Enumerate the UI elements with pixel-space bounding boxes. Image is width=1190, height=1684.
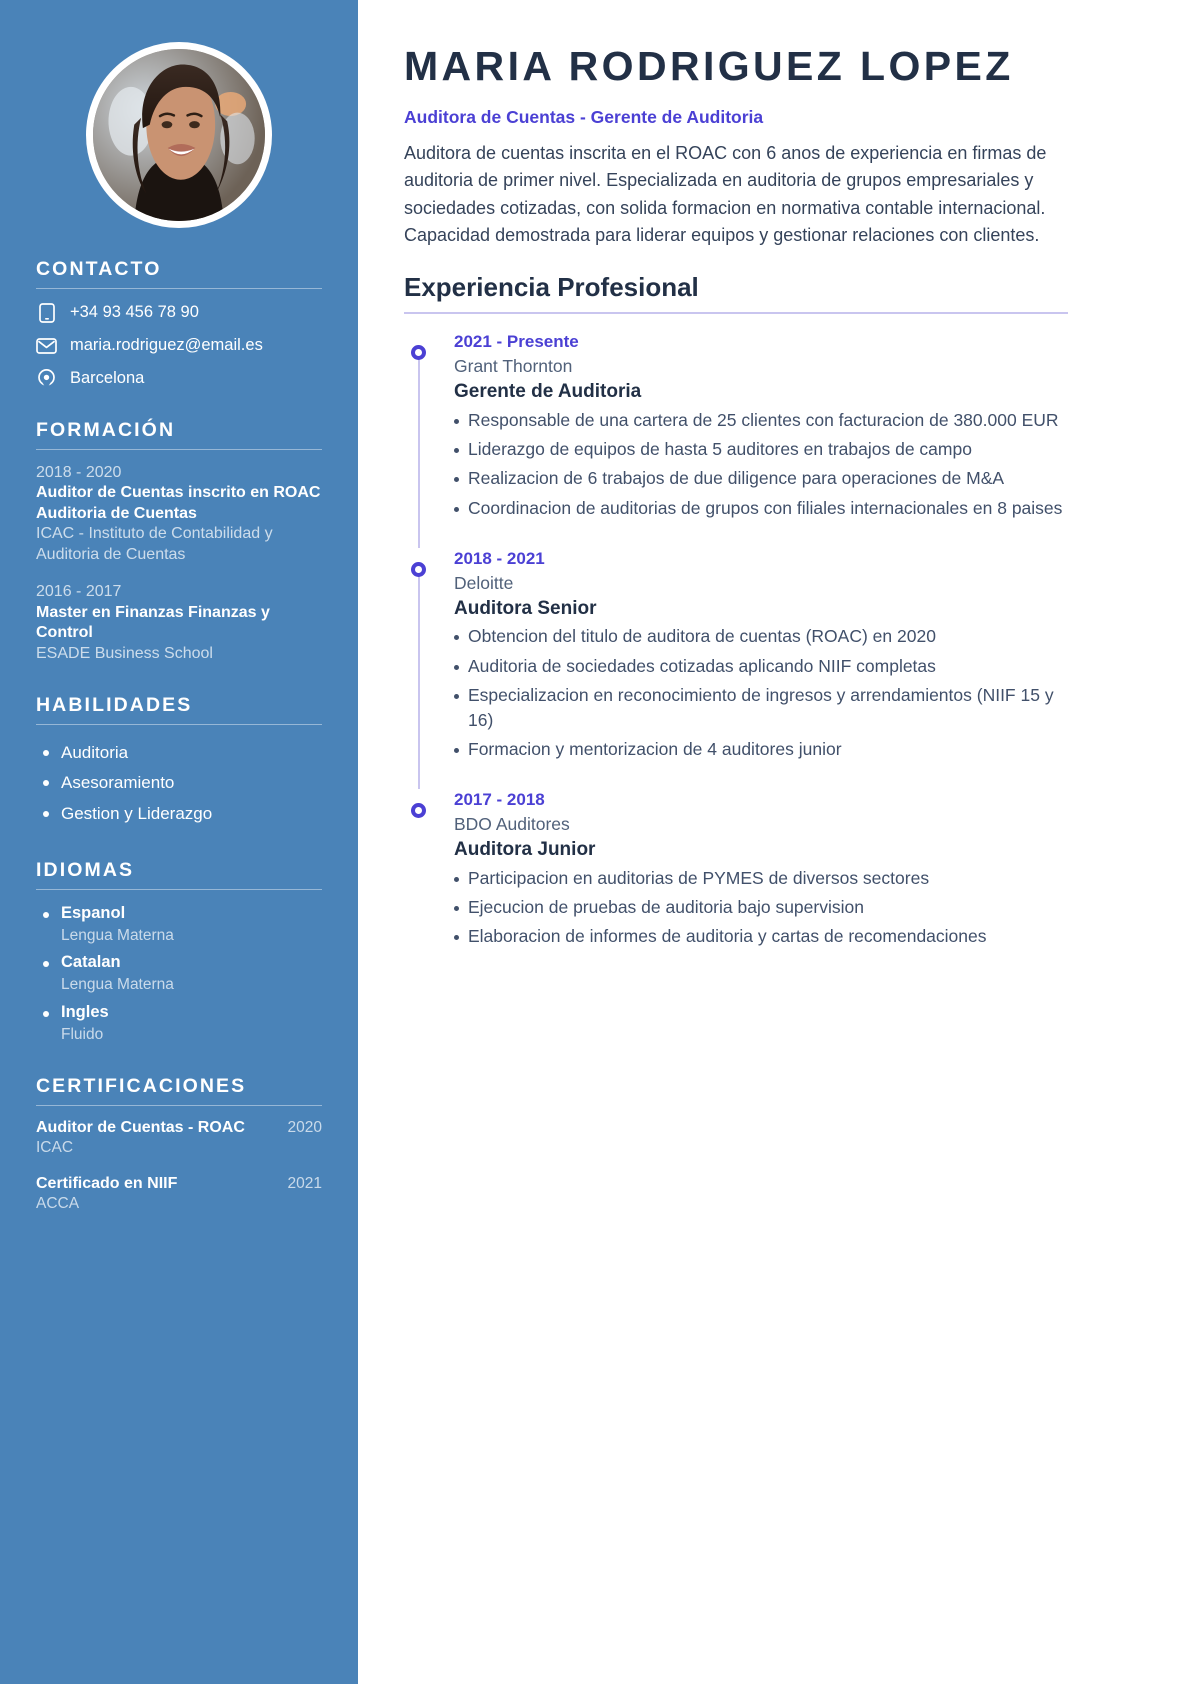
bullet-dot-icon: [43, 1011, 49, 1017]
bullet-text: Realizacion de 6 trabajos de due diligence para operaciones de M&A: [468, 468, 1005, 489]
profile-photo-icon: [93, 49, 265, 221]
experience-company: Deloitte: [454, 572, 514, 593]
experience-company: BDO Auditores: [454, 814, 570, 835]
timeline-marker-icon: [411, 562, 426, 577]
bullet-dot-icon: [454, 419, 459, 424]
avatar: [86, 42, 272, 228]
experience-heading: Experiencia Profesional: [404, 272, 699, 303]
education-section: [0, 419, 358, 664]
bullet-text: Especializacion en reconocimiento de ingresos y arrendamientos (NIIF 15 y 16): [468, 684, 1054, 730]
bullet-text: Formacion y mentorizacion de 4 auditores junior: [468, 739, 842, 760]
language-name: Ingles: [61, 1002, 109, 1021]
education-degree: Master en Finanzas Finanzas y Control: [36, 603, 270, 642]
education-divider: [36, 449, 322, 450]
list-item: [454, 683, 1068, 733]
list-item: [454, 408, 1068, 433]
contact-email-text: maria.rodriguez@email.es: [70, 336, 263, 354]
experience-item: [454, 548, 1068, 763]
bullet-text: Liderazgo de equipos de hasta 5 auditores en trabajos de campo: [468, 439, 972, 460]
list-item: [36, 768, 322, 798]
timeline-marker-icon: [411, 345, 426, 360]
certification-org: ACCA: [36, 1195, 80, 1213]
experience-company: Grant Thornton: [454, 356, 573, 377]
bullet-dot-icon: [454, 748, 459, 753]
certification-item: [36, 1175, 322, 1215]
language-level: Lengua Materna: [61, 926, 174, 944]
bullet-text: Responsable de una cartera de 25 clientes con facturacion de 380.000 EUR: [468, 410, 1059, 431]
bullet-dot-icon: [454, 906, 459, 911]
education-degree: Auditor de Cuentas inscrito en ROAC Auditoria de Cuentas: [36, 484, 321, 522]
experience-position: Auditora Junior: [454, 839, 596, 861]
experience-position: Gerente de Auditoria: [454, 381, 642, 403]
bullet-dot-icon: [43, 750, 49, 756]
phone-icon: [36, 302, 57, 323]
list-item: [36, 952, 322, 995]
list-item: [454, 624, 1068, 649]
languages-divider: [36, 889, 322, 890]
avatar-container: [0, 0, 358, 228]
contact-location-text: Barcelona: [70, 369, 145, 387]
bullet-dot-icon: [454, 694, 459, 699]
list-item: [454, 466, 1068, 491]
list-item: [36, 738, 322, 768]
bullet-dot-icon: [454, 877, 459, 882]
education-school: ICAC - Instituto de Contabilidad y Auditoria de Cuentas: [36, 525, 273, 563]
experience-item: [454, 331, 1068, 520]
skills-section: [0, 694, 358, 829]
certification-name: Auditor de Cuentas - ROAC: [36, 1119, 245, 1137]
education-item: [36, 463, 322, 565]
education-date: 2018 - 2020: [36, 464, 122, 481]
job-role-subtitle: Auditora de Cuentas - Gerente de Auditoria: [404, 106, 764, 127]
bullet-text: Auditoria de sociedades cotizadas aplicando NIIF completas: [468, 655, 936, 676]
education-heading: FORMACIÓN: [36, 419, 176, 441]
timeline-line: [418, 357, 420, 547]
languages-heading: IDIOMAS: [36, 858, 135, 881]
experience-date: 2017 - 2018: [454, 790, 545, 810]
skill-label: Asesoramiento: [61, 773, 175, 793]
education-item: [36, 582, 322, 664]
location-pin-icon: [36, 368, 57, 389]
bullet-dot-icon: [454, 635, 459, 640]
skill-label: Gestion y Liderazgo: [61, 803, 213, 823]
timeline-line: [418, 574, 420, 790]
skill-label: Auditoria: [61, 743, 129, 763]
contact-section: [0, 258, 358, 389]
experience-timeline: [404, 331, 1068, 949]
experience-bullets: [454, 866, 1068, 950]
language-level: Fluido: [61, 1025, 104, 1043]
experience-item: [454, 789, 1068, 949]
contact-phone-text: +34 93 456 78 90: [70, 303, 199, 321]
list-item: [454, 895, 1068, 920]
languages-section: [0, 859, 358, 1045]
certification-org: ICAC: [36, 1139, 74, 1157]
bullet-dot-icon: [454, 507, 459, 512]
experience-date: 2018 - 2021: [454, 548, 545, 568]
bullet-dot-icon: [454, 448, 459, 453]
list-item: [36, 903, 322, 946]
certification-item: [36, 1119, 322, 1159]
page-title: MARIA RODRIGUEZ LOPEZ: [404, 43, 1014, 89]
bullet-dot-icon: [43, 780, 49, 786]
certifications-heading: CERTIFICACIONES: [36, 1075, 247, 1098]
main-content: [358, 0, 1190, 1684]
timeline-marker-icon: [411, 803, 426, 818]
language-level: Lengua Materna: [61, 976, 174, 994]
bullet-text: Participacion en auditorias de PYMES de diversos sectores: [468, 868, 930, 889]
list-item: [454, 496, 1068, 521]
language-name: Catalan: [61, 953, 121, 972]
experience-bullets: [454, 624, 1068, 762]
bullet-dot-icon: [454, 477, 459, 482]
sidebar: [0, 0, 358, 1684]
list-item: [36, 799, 322, 829]
contact-email-row[interactable]: [36, 335, 322, 356]
contact-phone-row[interactable]: [36, 302, 322, 323]
certifications-divider: [36, 1105, 322, 1106]
experience-date: 2021 - Presente: [454, 332, 579, 352]
bullet-dot-icon: [43, 912, 49, 918]
bullet-dot-icon: [454, 665, 459, 670]
contact-divider: [36, 288, 322, 289]
education-date: 2016 - 2017: [36, 583, 122, 601]
skills-heading: HABILIDADES: [36, 694, 193, 717]
certifications-section: [0, 1075, 358, 1214]
email-icon: [36, 335, 57, 356]
bullet-text: Obtencion del titulo de auditora de cuentas (ROAC) en 2020: [468, 626, 936, 647]
language-name: Espanol: [61, 903, 126, 922]
certification-year: 2020: [287, 1119, 322, 1137]
skills-divider: [36, 724, 322, 725]
bullet-text: Elaboracion de informes de auditoria y cartas de recomendaciones: [468, 926, 987, 947]
contact-heading: CONTACTO: [36, 258, 162, 280]
experience-position: Auditora Senior: [454, 597, 597, 619]
list-item: [454, 654, 1068, 679]
experience-divider: [404, 312, 1068, 314]
list-item: [36, 1002, 322, 1045]
certification-year: 2021: [287, 1175, 322, 1193]
list-item: [454, 924, 1068, 949]
bullet-text: Coordinacion de auditorias de grupos con filiales internacionales en 8 paises: [468, 497, 1063, 518]
list-item: [454, 866, 1068, 891]
list-item: [454, 737, 1068, 762]
education-school: ESADE Business School: [36, 644, 213, 662]
certification-name: Certificado en NIIF: [36, 1175, 178, 1193]
experience-bullets: [454, 408, 1068, 521]
bullet-dot-icon: [454, 935, 459, 940]
bullet-dot-icon: [43, 811, 49, 817]
list-item: [454, 437, 1068, 462]
bullet-dot-icon: [43, 961, 49, 967]
profile-summary: Auditora de cuentas inscrita en el ROAC con 6 anos de experiencia en firmas de auditoria de primer nivel. Especializada en auditoria de grupos empresariales y sociedades cotizadas, con solida formacion en normativa contable internacional. Capacidad demostrada para liderar equipos y gestionar relaciones con clientes.: [404, 142, 1047, 245]
bullet-text: Ejecucion de pruebas de auditoria bajo supervision: [468, 897, 864, 918]
contact-location-row[interactable]: [36, 368, 322, 389]
